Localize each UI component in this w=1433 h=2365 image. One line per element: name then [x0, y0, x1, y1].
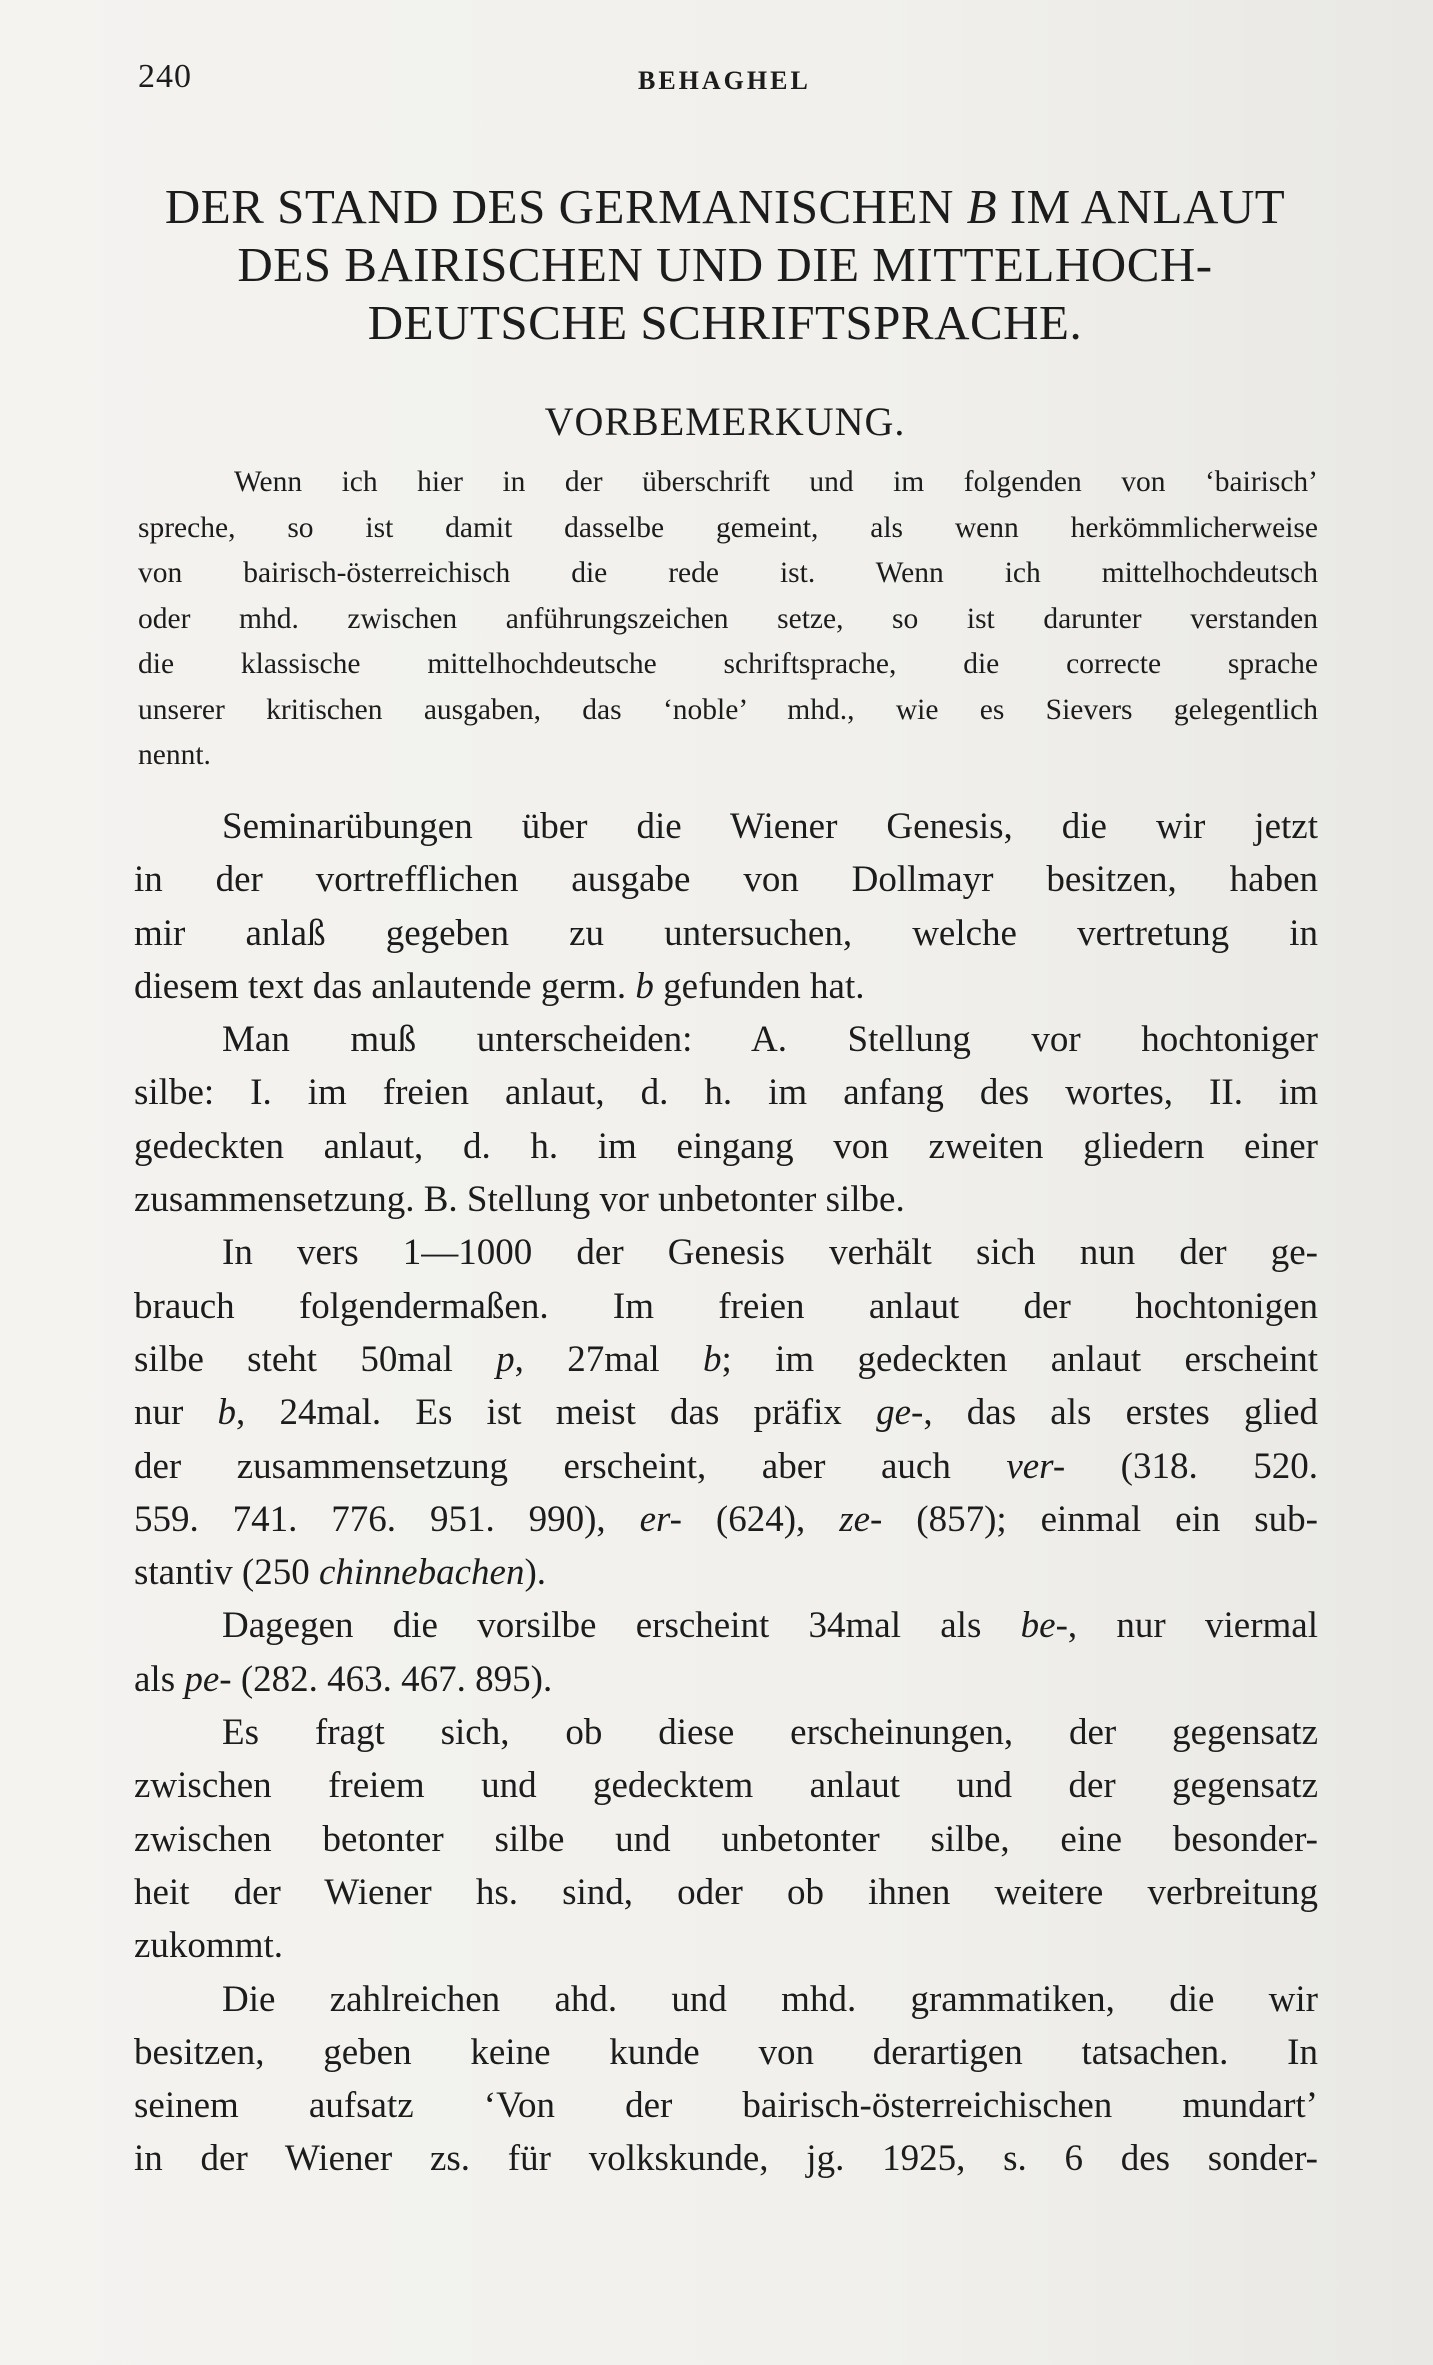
text-run: nur [134, 1392, 218, 1434]
page-header [138, 58, 1318, 108]
article-title [110, 178, 1340, 352]
italic-prefix: ge- [876, 1392, 924, 1434]
body-line: mir anlaß gegeben zu untersuchen, welche vertretung in [134, 912, 1318, 954]
text-run: gefunden hat. [653, 965, 865, 1007]
text-run: , 24mal. Es ist meist das präfix [236, 1392, 877, 1434]
text-run: Dagegen die vorsilbe erscheint 34mal als [222, 1605, 1021, 1647]
body-line [134, 1546, 1318, 1599]
text-run: , 27mal [514, 1338, 704, 1380]
body-line [134, 1333, 1318, 1386]
text-run: ). [524, 1552, 547, 1594]
body-line: Seminarübungen über die Wiener Genesis, die wir jetzt [222, 806, 1318, 847]
text-run: silbe steht 50mal [134, 1338, 497, 1380]
body-line: zwischen freiem und gedecktem anlaut und der gegensatz [134, 1765, 1318, 1807]
preface-line: unserer kritischen ausgaben, das ‘noble’ mhd., wie es Sievers gelegentlich [138, 693, 1318, 726]
title-line-3: DEUTSCHE SCHRIFTSPRACHE. [367, 295, 1083, 350]
body-line: seinem aufsatz ‘Von der bairisch-österreichischen mundart’ [134, 2085, 1318, 2127]
italic-letter: p [496, 1338, 515, 1380]
preface-line: von bairisch-österreichisch die rede ist. Wenn ich mittelhochdeutsch [138, 557, 1318, 589]
text-run: (624), [682, 1498, 840, 1540]
italic-prefix: pe- [184, 1658, 232, 1700]
text-run: (857); einmal ein sub- [882, 1498, 1318, 1540]
body-line [134, 1493, 1318, 1546]
body-line: silbe: I. im freien anlaut, d. h. im anfang des wortes, II. im [134, 1072, 1318, 1114]
preface-line: Wenn ich hier in der überschrift und im folgenden von ‘bairisch’ [234, 466, 1318, 498]
title-line-2: DES BAIRISCHEN UND DIE MITTELHOCH- [237, 237, 1213, 292]
body-line: Die zahlreichen ahd. und mhd. grammatiken, die wir [222, 1978, 1318, 2020]
body-line: in der vortrefflichen ausgabe von Dollmayr besitzen, haben [134, 859, 1318, 901]
preface-line: spreche, so ist damit dasselbe gemeint, als wenn herkömmlicherweise [138, 511, 1318, 544]
title-letter-b: B [966, 179, 998, 234]
body-line [134, 1386, 1318, 1439]
text-run: diesem text das anlautende germ. [134, 965, 636, 1007]
body-line: zwischen betonter silbe und unbetonter silbe, eine besonder- [134, 1818, 1318, 1860]
text-run: , das als erstes glied [923, 1392, 1318, 1434]
body-line [134, 960, 1318, 1013]
body-line: besitzen, geben keine kunde von derartigen tatsachen. In [134, 2031, 1318, 2073]
body-line: Man muß unterscheiden: A. Stellung vor hochtoniger [222, 1019, 1318, 1061]
body-line: zusammensetzung. B. Stellung vor unbetonter silbe. [134, 1179, 905, 1221]
italic-word: chinnebachen [318, 1552, 525, 1594]
body-line [134, 1599, 1318, 1652]
text-run: (282. 463. 467. 895). [231, 1658, 553, 1700]
italic-prefix: be- [1020, 1605, 1068, 1647]
body-line: heit der Wiener hs. sind, oder ob ihnen weitere verbreitung [134, 1871, 1318, 1913]
title-line-1-start: DER STAND DES GERMANISCHEN [164, 179, 967, 234]
text-run: stantiv (250 [134, 1552, 319, 1594]
italic-prefix: ze- [839, 1498, 883, 1540]
italic-letter: b [703, 1338, 722, 1380]
body-text [134, 800, 1318, 2186]
body-line: gedeckten anlaut, d. h. im eingang von zweiten gliedern einer [134, 1125, 1318, 1167]
preface-paragraph [138, 460, 1318, 779]
body-line: In vers 1—1000 der Genesis verhält sich nun der ge- [222, 1232, 1318, 1274]
body-line [134, 1440, 1318, 1493]
body-line: brauch folgendermaßen. Im freien anlaut der hochtonigen [134, 1285, 1318, 1327]
text-run: , nur viermal [1067, 1605, 1319, 1647]
italic-letter: b [217, 1392, 237, 1434]
page-number: 240 [138, 58, 192, 95]
section-heading: VORBEMERKUNG. [544, 399, 906, 444]
body-line [134, 1653, 1318, 1706]
text-run: als [134, 1658, 185, 1700]
body-line: zukommt. [134, 1925, 284, 1967]
italic-prefix: er- [639, 1498, 682, 1540]
preface-line: die klassische mittelhochdeutsche schriftsprache, die correcte sprache [138, 648, 1318, 680]
italic-prefix: ver- [1006, 1445, 1066, 1487]
text-run: (318. 520. [1065, 1445, 1318, 1487]
text-run: 559. 741. 776. 951. 990), [134, 1498, 640, 1540]
text-run: der zusammensetzung erscheint, aber auch [134, 1445, 1007, 1487]
running-head: BEHAGHEL [638, 66, 811, 95]
italic-letter: b [635, 965, 654, 1007]
body-line: in der Wiener zs. für volkskunde, jg. 1925, s. 6 des sonder- [134, 2138, 1318, 2180]
title-line-1 [110, 178, 1340, 236]
title-line-1-end: IM ANLAUT [997, 179, 1286, 234]
preface-line: oder mhd. zwischen anführungszeichen setze, so ist darunter verstanden [138, 602, 1318, 635]
body-line: Es fragt sich, ob diese erscheinungen, der gegensatz [222, 1712, 1318, 1754]
text-run: ; im gedeckten anlaut erscheint [721, 1338, 1318, 1380]
preface-line: nennt. [138, 739, 211, 771]
